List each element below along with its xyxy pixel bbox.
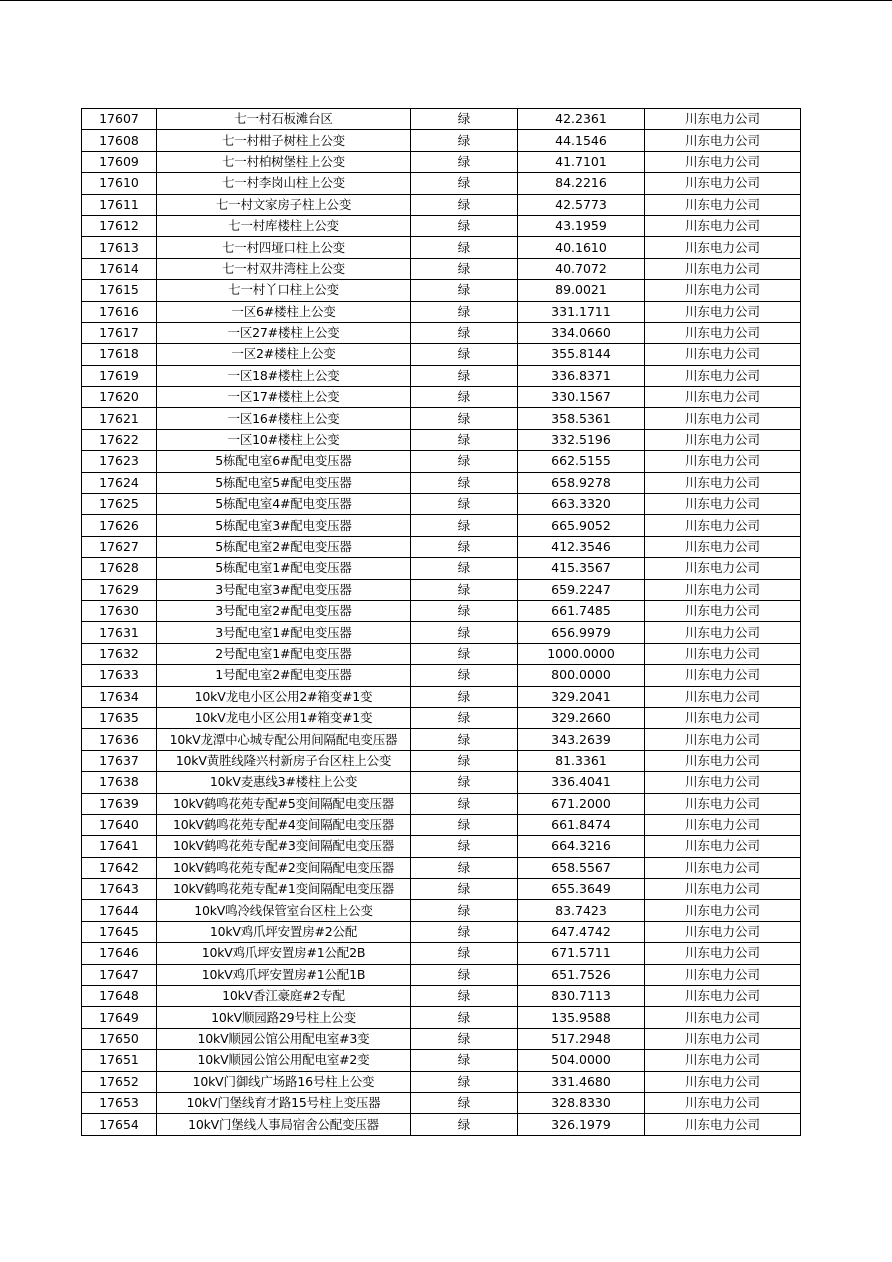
cell-status-color: 绿 xyxy=(411,793,518,814)
table-row xyxy=(82,344,801,365)
cell-name: 10kV鹤鸣花苑专配#4变间隔配电变压器 xyxy=(157,814,411,835)
cell-id: 17640 xyxy=(82,814,157,835)
cell-status-color: 绿 xyxy=(411,750,518,771)
cell-value: 42.5773 xyxy=(518,194,645,215)
cell-value: 651.7526 xyxy=(518,964,645,985)
cell-id: 17639 xyxy=(82,793,157,814)
cell-name: 10kV门御线广场路16号柱上公变 xyxy=(157,1071,411,1092)
cell-name: 3号配电室1#配电变压器 xyxy=(157,622,411,643)
cell-value: 332.5196 xyxy=(518,429,645,450)
cell-name: 10kV门堡线育才路15号柱上变压器 xyxy=(157,1092,411,1113)
cell-value: 663.3320 xyxy=(518,494,645,515)
cell-value: 800.0000 xyxy=(518,665,645,686)
cell-id: 17644 xyxy=(82,900,157,921)
cell-name: 10kV龙电小区公用1#箱变#1变 xyxy=(157,707,411,728)
cell-id: 17647 xyxy=(82,964,157,985)
cell-status-color: 绿 xyxy=(411,194,518,215)
cell-name: 七一村四垭口柱上公变 xyxy=(157,237,411,258)
cell-value: 331.1711 xyxy=(518,301,645,322)
cell-id: 17643 xyxy=(82,879,157,900)
cell-company: 川东电力公司 xyxy=(645,665,801,686)
table-row xyxy=(82,729,801,750)
cell-id: 17636 xyxy=(82,729,157,750)
cell-company: 川东电力公司 xyxy=(645,237,801,258)
table-row xyxy=(82,707,801,728)
cell-status-color: 绿 xyxy=(411,665,518,686)
table-row xyxy=(82,857,801,878)
cell-status-color: 绿 xyxy=(411,151,518,172)
cell-name: 10kV鸣冷线保管室台区柱上公变 xyxy=(157,900,411,921)
cell-value: 659.2247 xyxy=(518,579,645,600)
cell-status-color: 绿 xyxy=(411,943,518,964)
cell-status-color: 绿 xyxy=(411,879,518,900)
cell-value: 40.1610 xyxy=(518,237,645,258)
cell-value: 355.8144 xyxy=(518,344,645,365)
cell-company: 川东电力公司 xyxy=(645,986,801,1007)
cell-status-color: 绿 xyxy=(411,921,518,942)
table-row xyxy=(82,1092,801,1113)
cell-value: 662.5155 xyxy=(518,451,645,472)
table-row xyxy=(82,900,801,921)
cell-status-color: 绿 xyxy=(411,451,518,472)
cell-name: 10kV龙潭中心城专配公用间隔配电变压器 xyxy=(157,729,411,750)
table-row xyxy=(82,494,801,515)
table-row xyxy=(82,451,801,472)
cell-name: 10kV鸡爪坪安置房#1公配1B xyxy=(157,964,411,985)
cell-value: 647.4742 xyxy=(518,921,645,942)
cell-name: 5栋配电室4#配电变压器 xyxy=(157,494,411,515)
cell-company: 川东电力公司 xyxy=(645,558,801,579)
cell-company: 川东电力公司 xyxy=(645,429,801,450)
cell-value: 81.3361 xyxy=(518,750,645,771)
cell-company: 川东电力公司 xyxy=(645,258,801,279)
table-row xyxy=(82,536,801,557)
cell-name: 5栋配电室6#配电变压器 xyxy=(157,451,411,472)
cell-status-color: 绿 xyxy=(411,494,518,515)
cell-status-color: 绿 xyxy=(411,1050,518,1071)
cell-id: 17613 xyxy=(82,237,157,258)
cell-value: 336.4041 xyxy=(518,772,645,793)
cell-name: 10kV鹤鸣花苑专配#1变间隔配电变压器 xyxy=(157,879,411,900)
cell-name: 10kV鸡爪坪安置房#2公配 xyxy=(157,921,411,942)
cell-status-color: 绿 xyxy=(411,322,518,343)
cell-company: 川东电力公司 xyxy=(645,622,801,643)
cell-status-color: 绿 xyxy=(411,814,518,835)
cell-value: 40.7072 xyxy=(518,258,645,279)
cell-status-color: 绿 xyxy=(411,558,518,579)
cell-status-color: 绿 xyxy=(411,707,518,728)
cell-company: 川东电力公司 xyxy=(645,879,801,900)
cell-company: 川东电力公司 xyxy=(645,921,801,942)
cell-company: 川东电力公司 xyxy=(645,344,801,365)
cell-company: 川东电力公司 xyxy=(645,836,801,857)
cell-id: 17620 xyxy=(82,387,157,408)
cell-value: 671.2000 xyxy=(518,793,645,814)
table-row xyxy=(82,194,801,215)
cell-status-color: 绿 xyxy=(411,408,518,429)
cell-value: 412.3546 xyxy=(518,536,645,557)
cell-status-color: 绿 xyxy=(411,130,518,151)
cell-value: 336.8371 xyxy=(518,365,645,386)
cell-name: 七一村库楼柱上公变 xyxy=(157,215,411,236)
cell-id: 17630 xyxy=(82,600,157,621)
cell-id: 17615 xyxy=(82,280,157,301)
table-row xyxy=(82,472,801,493)
cell-company: 川东电力公司 xyxy=(645,365,801,386)
table-row xyxy=(82,1028,801,1049)
cell-company: 川东电力公司 xyxy=(645,750,801,771)
cell-id: 17623 xyxy=(82,451,157,472)
cell-value: 84.2216 xyxy=(518,173,645,194)
cell-company: 川东电力公司 xyxy=(645,579,801,600)
cell-status-color: 绿 xyxy=(411,387,518,408)
table-row xyxy=(82,600,801,621)
cell-company: 川东电力公司 xyxy=(645,814,801,835)
cell-name: 一区10#楼柱上公变 xyxy=(157,429,411,450)
table-row xyxy=(82,558,801,579)
table-row xyxy=(82,622,801,643)
table-row xyxy=(82,237,801,258)
cell-name: 一区16#楼柱上公变 xyxy=(157,408,411,429)
cell-id: 17654 xyxy=(82,1114,157,1135)
table-row xyxy=(82,151,801,172)
cell-name: 10kV麦惠线3#楼柱上公变 xyxy=(157,772,411,793)
cell-name: 七一村文家房子柱上公变 xyxy=(157,194,411,215)
cell-id: 17637 xyxy=(82,750,157,771)
cell-name: 10kV鹤鸣花苑专配#5变间隔配电变压器 xyxy=(157,793,411,814)
cell-status-color: 绿 xyxy=(411,365,518,386)
cell-company: 川东电力公司 xyxy=(645,686,801,707)
cell-status-color: 绿 xyxy=(411,643,518,664)
cell-status-color: 绿 xyxy=(411,579,518,600)
cell-value: 664.3216 xyxy=(518,836,645,857)
cell-company: 川东电力公司 xyxy=(645,1028,801,1049)
cell-value: 658.5567 xyxy=(518,857,645,878)
table-row xyxy=(82,215,801,236)
cell-value: 658.9278 xyxy=(518,472,645,493)
cell-company: 川东电力公司 xyxy=(645,408,801,429)
table-row xyxy=(82,943,801,964)
cell-id: 17627 xyxy=(82,536,157,557)
table-row xyxy=(82,686,801,707)
cell-id: 17616 xyxy=(82,301,157,322)
cell-value: 661.7485 xyxy=(518,600,645,621)
cell-company: 川东电力公司 xyxy=(645,857,801,878)
table-row xyxy=(82,130,801,151)
cell-company: 川东电力公司 xyxy=(645,600,801,621)
cell-value: 135.9588 xyxy=(518,1007,645,1028)
cell-status-color: 绿 xyxy=(411,1028,518,1049)
cell-company: 川东电力公司 xyxy=(645,1007,801,1028)
cell-name: 2号配电室1#配电变压器 xyxy=(157,643,411,664)
table-row xyxy=(82,365,801,386)
cell-status-color: 绿 xyxy=(411,515,518,536)
cell-status-color: 绿 xyxy=(411,1007,518,1028)
cell-name: 七一村柑子树柱上公变 xyxy=(157,130,411,151)
cell-id: 17652 xyxy=(82,1071,157,1092)
cell-company: 川东电力公司 xyxy=(645,280,801,301)
cell-value: 329.2660 xyxy=(518,707,645,728)
cell-company: 川东电力公司 xyxy=(645,729,801,750)
cell-status-color: 绿 xyxy=(411,900,518,921)
cell-status-color: 绿 xyxy=(411,986,518,1007)
cell-name: 一区18#楼柱上公变 xyxy=(157,365,411,386)
cell-id: 17648 xyxy=(82,986,157,1007)
cell-status-color: 绿 xyxy=(411,1114,518,1135)
cell-company: 川东电力公司 xyxy=(645,1071,801,1092)
cell-value: 358.5361 xyxy=(518,408,645,429)
table-row xyxy=(82,793,801,814)
table-row xyxy=(82,408,801,429)
cell-value: 656.9979 xyxy=(518,622,645,643)
cell-status-color: 绿 xyxy=(411,1092,518,1113)
cell-id: 17649 xyxy=(82,1007,157,1028)
cell-value: 42.2361 xyxy=(518,109,645,130)
cell-company: 川东电力公司 xyxy=(645,472,801,493)
table-row xyxy=(82,1007,801,1028)
cell-id: 17645 xyxy=(82,921,157,942)
table-row xyxy=(82,750,801,771)
cell-name: 10kV龙电小区公用2#箱变#1变 xyxy=(157,686,411,707)
table-row xyxy=(82,515,801,536)
cell-name: 10kV黄胜线隆兴村新房子台区柱上公变 xyxy=(157,750,411,771)
cell-company: 川东电力公司 xyxy=(645,900,801,921)
cell-id: 17621 xyxy=(82,408,157,429)
cell-id: 17608 xyxy=(82,130,157,151)
cell-value: 343.2639 xyxy=(518,729,645,750)
cell-name: 七一村丫口柱上公变 xyxy=(157,280,411,301)
table-row xyxy=(82,322,801,343)
table-row xyxy=(82,301,801,322)
cell-company: 川东电力公司 xyxy=(645,451,801,472)
cell-id: 17612 xyxy=(82,215,157,236)
cell-id: 17631 xyxy=(82,622,157,643)
cell-company: 川东电力公司 xyxy=(645,536,801,557)
table-body xyxy=(82,109,801,1136)
cell-name: 3号配电室2#配电变压器 xyxy=(157,600,411,621)
cell-status-color: 绿 xyxy=(411,536,518,557)
cell-status-color: 绿 xyxy=(411,215,518,236)
cell-company: 川东电力公司 xyxy=(645,1092,801,1113)
cell-value: 334.0660 xyxy=(518,322,645,343)
table-row xyxy=(82,280,801,301)
table-row xyxy=(82,814,801,835)
cell-id: 17642 xyxy=(82,857,157,878)
page-top-border xyxy=(0,0,892,1)
cell-company: 川东电力公司 xyxy=(645,494,801,515)
cell-id: 17619 xyxy=(82,365,157,386)
table-row xyxy=(82,1114,801,1135)
cell-id: 17629 xyxy=(82,579,157,600)
cell-value: 1000.0000 xyxy=(518,643,645,664)
cell-value: 329.2041 xyxy=(518,686,645,707)
cell-id: 17614 xyxy=(82,258,157,279)
cell-value: 655.3649 xyxy=(518,879,645,900)
table-row xyxy=(82,173,801,194)
cell-status-color: 绿 xyxy=(411,729,518,750)
cell-company: 川东电力公司 xyxy=(645,173,801,194)
cell-value: 517.2948 xyxy=(518,1028,645,1049)
cell-company: 川东电力公司 xyxy=(645,793,801,814)
table-row xyxy=(82,429,801,450)
cell-company: 川东电力公司 xyxy=(645,1050,801,1071)
cell-status-color: 绿 xyxy=(411,429,518,450)
cell-id: 17634 xyxy=(82,686,157,707)
cell-id: 17650 xyxy=(82,1028,157,1049)
cell-company: 川东电力公司 xyxy=(645,943,801,964)
table-row xyxy=(82,387,801,408)
table-row xyxy=(82,579,801,600)
cell-id: 17618 xyxy=(82,344,157,365)
table-row xyxy=(82,1050,801,1071)
cell-status-color: 绿 xyxy=(411,109,518,130)
cell-value: 41.7101 xyxy=(518,151,645,172)
cell-status-color: 绿 xyxy=(411,472,518,493)
table-row xyxy=(82,772,801,793)
cell-status-color: 绿 xyxy=(411,622,518,643)
cell-company: 川东电力公司 xyxy=(645,772,801,793)
cell-status-color: 绿 xyxy=(411,857,518,878)
cell-value: 43.1959 xyxy=(518,215,645,236)
cell-status-color: 绿 xyxy=(411,280,518,301)
cell-company: 川东电力公司 xyxy=(645,707,801,728)
table-row xyxy=(82,1071,801,1092)
table-row xyxy=(82,836,801,857)
cell-id: 17628 xyxy=(82,558,157,579)
cell-company: 川东电力公司 xyxy=(645,322,801,343)
cell-id: 17635 xyxy=(82,707,157,728)
cell-name: 1号配电室2#配电变压器 xyxy=(157,665,411,686)
cell-name: 5栋配电室2#配电变压器 xyxy=(157,536,411,557)
cell-company: 川东电力公司 xyxy=(645,643,801,664)
cell-name: 10kV鹤鸣花苑专配#3变间隔配电变压器 xyxy=(157,836,411,857)
cell-value: 330.1567 xyxy=(518,387,645,408)
table-row xyxy=(82,643,801,664)
cell-status-color: 绿 xyxy=(411,344,518,365)
cell-value: 415.3567 xyxy=(518,558,645,579)
cell-id: 17626 xyxy=(82,515,157,536)
cell-company: 川东电力公司 xyxy=(645,130,801,151)
cell-id: 17617 xyxy=(82,322,157,343)
cell-value: 665.9052 xyxy=(518,515,645,536)
cell-name: 七一村双井湾柱上公变 xyxy=(157,258,411,279)
cell-name: 10kV鹤鸣花苑专配#2变间隔配电变压器 xyxy=(157,857,411,878)
cell-value: 661.8474 xyxy=(518,814,645,835)
cell-name: 10kV顺园公馆公用配电室#3变 xyxy=(157,1028,411,1049)
cell-value: 44.1546 xyxy=(518,130,645,151)
cell-name: 一区2#楼柱上公变 xyxy=(157,344,411,365)
cell-name: 10kV顺园公馆公用配电室#2变 xyxy=(157,1050,411,1071)
cell-status-color: 绿 xyxy=(411,301,518,322)
table-row xyxy=(82,665,801,686)
cell-id: 17625 xyxy=(82,494,157,515)
cell-id: 17622 xyxy=(82,429,157,450)
cell-value: 83.7423 xyxy=(518,900,645,921)
cell-id: 17633 xyxy=(82,665,157,686)
table-row xyxy=(82,921,801,942)
cell-value: 89.0021 xyxy=(518,280,645,301)
cell-status-color: 绿 xyxy=(411,1071,518,1092)
cell-name: 一区17#楼柱上公变 xyxy=(157,387,411,408)
cell-value: 328.8330 xyxy=(518,1092,645,1113)
cell-company: 川东电力公司 xyxy=(645,215,801,236)
cell-value: 671.5711 xyxy=(518,943,645,964)
cell-value: 326.1979 xyxy=(518,1114,645,1135)
table-row xyxy=(82,879,801,900)
cell-id: 17610 xyxy=(82,173,157,194)
cell-status-color: 绿 xyxy=(411,173,518,194)
cell-id: 17607 xyxy=(82,109,157,130)
cell-company: 川东电力公司 xyxy=(645,515,801,536)
cell-status-color: 绿 xyxy=(411,836,518,857)
cell-name: 3号配电室3#配电变压器 xyxy=(157,579,411,600)
table-row xyxy=(82,258,801,279)
cell-status-color: 绿 xyxy=(411,964,518,985)
cell-company: 川东电力公司 xyxy=(645,194,801,215)
cell-status-color: 绿 xyxy=(411,600,518,621)
cell-value: 830.7113 xyxy=(518,986,645,1007)
cell-name: 七一村柏树堡柱上公变 xyxy=(157,151,411,172)
cell-id: 17638 xyxy=(82,772,157,793)
cell-id: 17624 xyxy=(82,472,157,493)
cell-id: 17641 xyxy=(82,836,157,857)
cell-status-color: 绿 xyxy=(411,237,518,258)
cell-id: 17646 xyxy=(82,943,157,964)
cell-id: 17611 xyxy=(82,194,157,215)
table-row xyxy=(82,964,801,985)
cell-company: 川东电力公司 xyxy=(645,301,801,322)
cell-status-color: 绿 xyxy=(411,772,518,793)
cell-company: 川东电力公司 xyxy=(645,151,801,172)
cell-company: 川东电力公司 xyxy=(645,1114,801,1135)
cell-id: 17651 xyxy=(82,1050,157,1071)
table-row xyxy=(82,109,801,130)
cell-name: 5栋配电室5#配电变压器 xyxy=(157,472,411,493)
cell-company: 川东电力公司 xyxy=(645,109,801,130)
cell-name: 10kV香江豪庭#2专配 xyxy=(157,986,411,1007)
cell-name: 5栋配电室1#配电变压器 xyxy=(157,558,411,579)
cell-id: 17632 xyxy=(82,643,157,664)
cell-value: 504.0000 xyxy=(518,1050,645,1071)
cell-status-color: 绿 xyxy=(411,258,518,279)
cell-name: 一区6#楼柱上公变 xyxy=(157,301,411,322)
cell-company: 川东电力公司 xyxy=(645,964,801,985)
cell-status-color: 绿 xyxy=(411,686,518,707)
cell-name: 5栋配电室3#配电变压器 xyxy=(157,515,411,536)
cell-name: 10kV门堡线人事局宿舍公配变压器 xyxy=(157,1114,411,1135)
cell-id: 17609 xyxy=(82,151,157,172)
cell-name: 七一村石板滩台区 xyxy=(157,109,411,130)
cell-name: 一区27#楼柱上公变 xyxy=(157,322,411,343)
cell-name: 10kV顺园路29号柱上公变 xyxy=(157,1007,411,1028)
cell-name: 10kV鸡爪坪安置房#1公配2B xyxy=(157,943,411,964)
cell-value: 331.4680 xyxy=(518,1071,645,1092)
data-table xyxy=(81,108,801,1136)
table-row xyxy=(82,986,801,1007)
cell-company: 川东电力公司 xyxy=(645,387,801,408)
cell-name: 七一村李岗山柱上公变 xyxy=(157,173,411,194)
cell-id: 17653 xyxy=(82,1092,157,1113)
